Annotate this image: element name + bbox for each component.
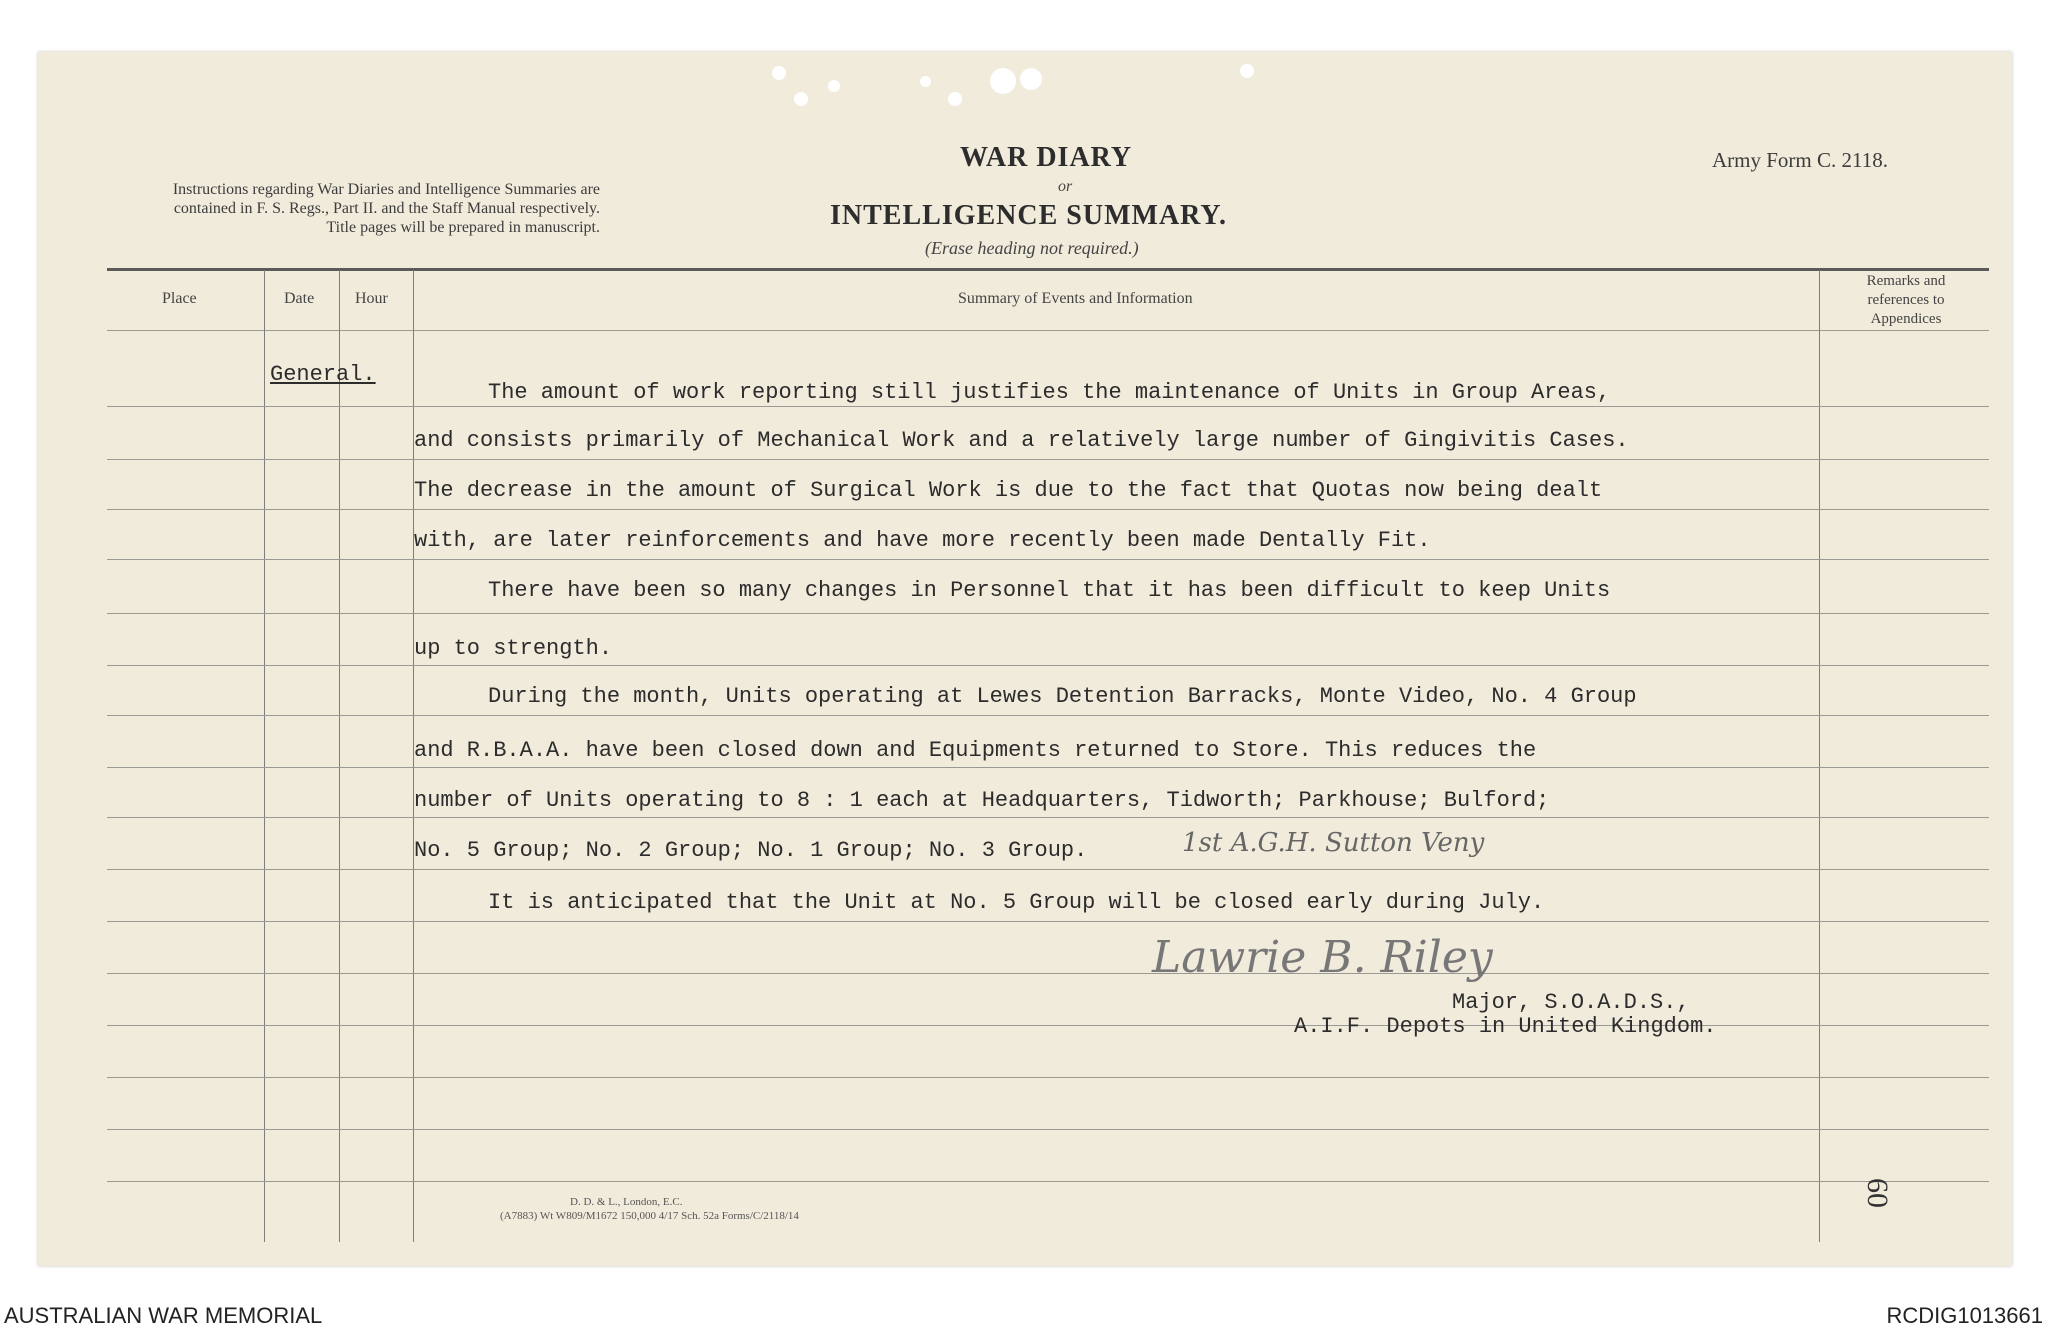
- table-top-rule: [107, 268, 1989, 271]
- column-header-date: Date: [284, 290, 315, 307]
- punch-hole: [1020, 68, 1042, 90]
- punch-hole: [772, 66, 786, 80]
- row-rule: [107, 1129, 1989, 1130]
- entry-line: number of Units operating to 8 : 1 each at Headquarters, Tidworth; Parkhouse; Bulford;: [414, 788, 1550, 813]
- form-number: Army Form C. 2118.: [1712, 148, 1888, 172]
- title-war-diary: WAR DIARY: [960, 142, 1133, 173]
- entry-line: During the month, Units operating at Lewes Detention Barracks, Monte Video, No. 4 Group: [488, 684, 1637, 709]
- row-rule: [107, 665, 1989, 666]
- entry-line: It is anticipated that the Unit at No. 5 Group will be closed early during July.: [488, 890, 1545, 915]
- punch-hole: [948, 92, 962, 106]
- entry-line: with, are later reinforcements and have more recently been made Dentally Fit.: [414, 528, 1431, 553]
- handwritten-addition: 1st A.G.H. Sutton Veny: [1182, 828, 1485, 858]
- page-number: 60: [1861, 1178, 1894, 1208]
- row-rule: [107, 869, 1989, 870]
- entry-line: The decrease in the amount of Surgical Work is due to the fact that Quotas now being dealt: [414, 478, 1603, 503]
- column-divider: [339, 270, 340, 1242]
- printer-imprint-line-1: D. D. & L., London, E.C.: [570, 1196, 683, 1208]
- entry-line: and R.B.A.A. have been closed down and Equipments returned to Store. This reduces the: [414, 738, 1537, 763]
- punch-hole: [794, 92, 808, 106]
- row-rule: [107, 921, 1989, 922]
- caption-left: AUSTRALIAN WAR MEMORIAL: [4, 1303, 323, 1328]
- entry-line: up to strength.: [414, 636, 613, 661]
- column-divider: [264, 270, 265, 1242]
- row-rule: [107, 613, 1989, 614]
- punch-hole: [920, 76, 931, 87]
- entry-line: and consists primarily of Mechanical Work and a relatively large number of Gingivitis Cases.: [414, 428, 1629, 453]
- header-bottom-rule: [107, 330, 1989, 331]
- title-intelligence-summary: INTELLIGENCE SUMMARY.: [830, 200, 1228, 231]
- entry-line: No. 5 Group; No. 2 Group; No. 1 Group; No. 3 Group.: [414, 838, 1088, 863]
- erase-heading-note: (Erase heading not required.): [925, 238, 1139, 258]
- row-rule: [107, 406, 1989, 407]
- row-rule: [107, 715, 1989, 716]
- row-rule: [107, 767, 1989, 768]
- caption-right: RCDIG1013661: [1886, 1303, 2043, 1328]
- entry-line: The amount of work reporting still justifies the maintenance of Units in Group Areas,: [488, 380, 1611, 405]
- row-rule: [107, 559, 1989, 560]
- row-rule: [107, 509, 1989, 510]
- punch-hole: [1240, 64, 1254, 78]
- signature: Lawrie B. Riley: [1152, 932, 1493, 983]
- entry-line: There have been so many changes in Personnel that it has been difficult to keep Units: [488, 578, 1611, 603]
- row-rule: [107, 1077, 1989, 1078]
- row-rule: [107, 1181, 1989, 1182]
- column-header-place: Place: [162, 290, 197, 307]
- instructions-text: Instructions regarding War Diaries and Intelligence Summaries are contained in F. S. Regs., Part II. and the Staff Manual respectively. Title pages will be prepared in manuscript.: [172, 181, 600, 236]
- row-rule: [107, 973, 1989, 974]
- punch-hole: [828, 80, 840, 92]
- signatory-rank: Major, S.O.A.D.S.,: [1452, 990, 1690, 1015]
- row-rule: [107, 459, 1989, 460]
- printer-imprint-line-2: (A7883) Wt W809/M1672 150,000 4/17 Sch. 52a Forms/C/2118/14: [500, 1210, 799, 1222]
- column-divider: [1819, 270, 1820, 1242]
- column-header-hour: Hour: [355, 290, 388, 307]
- title-or: or: [1058, 178, 1073, 195]
- signatory-unit: A.I.F. Depots in United Kingdom.: [1294, 1014, 1717, 1039]
- column-header-summary: Summary of Events and Information: [958, 290, 1193, 307]
- punch-hole: [990, 68, 1016, 94]
- row-rule: [107, 817, 1989, 818]
- entry-date-general: General.: [270, 362, 376, 387]
- column-header-remarks: Remarks and references to Appendices: [1866, 273, 1946, 327]
